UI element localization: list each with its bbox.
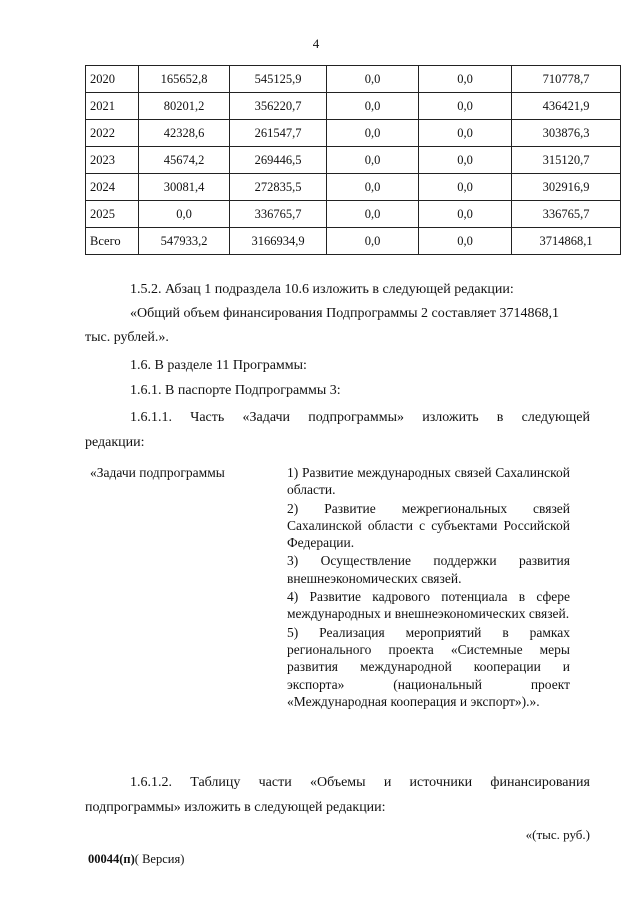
tasks-list — [287, 464, 570, 711]
table-cell-value: 336765,7 — [512, 201, 621, 228]
word: и — [383, 775, 392, 790]
table-cell-value: 547933,2 — [139, 228, 230, 255]
paragraph-1-6-1-1-line-1 — [130, 406, 590, 430]
table-cell-value: 0,0 — [419, 174, 512, 201]
word: Часть — [190, 410, 225, 425]
table-cell-value: 0,0 — [327, 66, 419, 93]
table-cell-value: 315120,7 — [512, 147, 621, 174]
table-cell-value: 0,0 — [419, 201, 512, 228]
word: финансирования — [490, 775, 590, 790]
paragraph-1-6-1-2-line-1 — [130, 771, 590, 795]
task-item: 1) Развитие международных связей Сахалинской области. — [287, 465, 570, 498]
table-cell-value: 261547,7 — [230, 120, 327, 147]
financing-table — [85, 65, 621, 255]
table-cell-year: 2020 — [86, 66, 139, 93]
table-cell-value: 0,0 — [327, 228, 419, 255]
quote-line-1: «Общий объем финансирования Подпрограммы 2 составляет 3714868,1 — [130, 306, 559, 321]
table-cell-value: 356220,7 — [230, 93, 327, 120]
table-cell-value: 269446,5 — [230, 147, 327, 174]
table-cell-year: Всего — [86, 228, 139, 255]
table-cell-value: 45674,2 — [139, 147, 230, 174]
page-number: 4 — [312, 36, 320, 51]
word: следующей — [521, 410, 590, 425]
paragraph-1-6-1-2-line-2: подпрограммы» изложить в следующей редакции: — [85, 800, 386, 815]
table-cell-year: 2023 — [86, 147, 139, 174]
document-code-suffix: ( Версия) — [134, 852, 185, 866]
table-row — [86, 174, 621, 201]
word: подпрограммы» — [308, 410, 405, 425]
table-cell-value: 30081,4 — [139, 174, 230, 201]
table-cell-value: 0,0 — [327, 174, 419, 201]
table-cell-value: 436421,9 — [512, 93, 621, 120]
financing-table-body — [86, 66, 621, 255]
quote-line-2: тыс. рублей.». — [85, 330, 169, 345]
table-cell-value: 303876,3 — [512, 120, 621, 147]
table-cell-value: 336765,7 — [230, 201, 327, 228]
word: Таблицу — [190, 775, 241, 790]
word: в — [496, 410, 504, 425]
task-item: 2) Развитие межрегиональных связей Сахалинской области с субъектами Российской Федерации. — [287, 500, 570, 551]
table-row — [86, 66, 621, 93]
table-cell-value: 0,0 — [327, 120, 419, 147]
paragraph-1-6-1: 1.6.1. В паспорте Подпрограммы 3: — [130, 383, 341, 398]
table-cell-value: 165652,8 — [139, 66, 230, 93]
table-cell-value: 80201,2 — [139, 93, 230, 120]
table-cell-value: 0,0 — [419, 120, 512, 147]
table-cell-value: 3714868,1 — [512, 228, 621, 255]
table-cell-value: 545125,9 — [230, 66, 327, 93]
paragraph-1-5-2: 1.5.2. Абзац 1 подраздела 10.6 изложить в следующей редакции: — [130, 282, 514, 297]
word: источники — [409, 775, 473, 790]
table-cell-year: 2024 — [86, 174, 139, 201]
word: «Объемы — [309, 775, 366, 790]
task-item: 4) Развитие кадрового потенциала в сфере международных и внешнеэкономических связей. — [287, 589, 570, 622]
word: 1.6.1.1. — [130, 410, 172, 425]
table-cell-value: 0,0 — [419, 93, 512, 120]
table-row — [86, 147, 621, 174]
word: 1.6.1.2. — [130, 775, 172, 790]
paragraph-1-6: 1.6. В разделе 11 Программы: — [130, 358, 307, 373]
table-cell-value: 0,0 — [327, 147, 419, 174]
unit-note: «(тыс. руб.) — [525, 827, 590, 842]
word: изложить — [422, 410, 479, 425]
tasks-label: «Задачи подпрограммы — [90, 465, 225, 480]
table-cell-year: 2022 — [86, 120, 139, 147]
table-cell-year: 2021 — [86, 93, 139, 120]
table-cell-value: 0,0 — [327, 93, 419, 120]
table-cell-value: 302916,9 — [512, 174, 621, 201]
table-cell-value: 0,0 — [139, 201, 230, 228]
table-cell-value: 0,0 — [419, 228, 512, 255]
word: «Задачи — [242, 410, 291, 425]
table-cell-value: 272835,5 — [230, 174, 327, 201]
table-cell-value: 42328,6 — [139, 120, 230, 147]
table-cell-value: 0,0 — [327, 201, 419, 228]
table-cell-value: 0,0 — [419, 147, 512, 174]
table-cell-value: 710778,7 — [512, 66, 621, 93]
task-item: 3) Осуществление поддержки развития внешнеэкономических связей. — [287, 553, 570, 586]
document-code — [88, 852, 184, 867]
table-cell-year: 2025 — [86, 201, 139, 228]
table-cell-value: 3166934,9 — [230, 228, 327, 255]
paragraph-1-6-1-1-line-2: редакции: — [85, 435, 145, 450]
document-code-number: 00044(п) — [88, 852, 135, 866]
table-row — [86, 228, 621, 255]
table-cell-value: 0,0 — [419, 66, 512, 93]
word: части — [258, 775, 292, 790]
table-row — [86, 120, 621, 147]
task-item: 5) Реализация мероприятий в рамках регионального проекта «Системные меры развития международной кооперации и экспорта» (национальный проект «Международная кооперация и экспорт»).». — [287, 624, 570, 709]
table-row — [86, 93, 621, 120]
table-row — [86, 201, 621, 228]
